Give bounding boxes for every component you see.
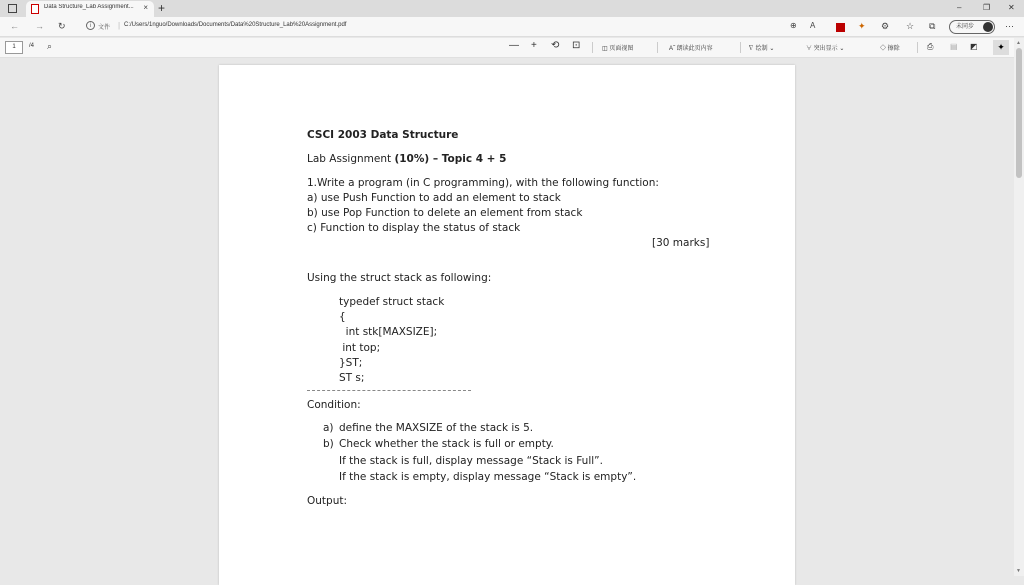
read-mode-icon[interactable]: A: [810, 21, 816, 30]
back-icon[interactable]: ←: [10, 21, 19, 31]
favorites-icon[interactable]: ☆: [906, 21, 915, 31]
save-icon[interactable]: ▤: [950, 42, 958, 51]
code-line: }ST;: [339, 357, 363, 369]
pin-toolbar-icon[interactable]: ✦: [993, 40, 1009, 55]
code-line: ST s;: [339, 372, 365, 384]
tab-bar: [0, 0, 1024, 17]
scroll-down-icon[interactable]: ▼: [1016, 568, 1021, 574]
extension-icon[interactable]: ✦: [858, 21, 866, 31]
tab-active[interactable]: [26, 1, 154, 17]
condition-b-label: b): [323, 438, 334, 450]
avatar: [983, 22, 993, 32]
doc-title: CSCI 2003 Data Structure: [307, 129, 459, 141]
question-1a: a) use Push Function to add an element to stack: [307, 192, 561, 204]
highlight-label: 突出显示: [813, 46, 838, 52]
read-aloud-label: 朗读此页内容: [676, 46, 713, 52]
draw-label: 绘制: [755, 46, 768, 52]
tab-close-button[interactable]: ×: [143, 3, 148, 12]
extension-red-icon[interactable]: [836, 23, 845, 32]
erase-label: 擦除: [887, 46, 900, 52]
window-menu-icon[interactable]: [8, 4, 17, 13]
condition-heading: Condition:: [307, 399, 361, 411]
draw-button[interactable]: ∇ 绘制 ⌄: [748, 46, 775, 52]
scheme-label: 文件: [98, 25, 111, 31]
marks: [30 marks]: [652, 237, 710, 249]
more-icon[interactable]: ⋯: [1005, 21, 1014, 31]
print-icon[interactable]: ⎙: [927, 42, 934, 51]
struct-intro: Using the struct stack as following:: [307, 272, 492, 284]
search-icon[interactable]: ⌕: [47, 41, 53, 51]
scrollbar-thumb[interactable]: [1016, 48, 1022, 178]
doc-subtitle: Lab Assignment (10%) – Topic 4 + 5: [307, 153, 507, 165]
scrollbar[interactable]: [1014, 38, 1024, 576]
close-window-button[interactable]: ✕: [1008, 3, 1015, 12]
info-icon[interactable]: i: [86, 21, 95, 30]
divider: |: [118, 21, 121, 30]
zoom-in-button[interactable]: +: [531, 40, 537, 51]
extension-puzzle-icon[interactable]: ⚙: [881, 21, 890, 31]
question-1c: c) Function to display the status of stack: [307, 222, 521, 234]
code-line: int stk[MAXSIZE];: [339, 326, 438, 338]
minimize-button[interactable]: –: [957, 3, 962, 12]
page-view-label: 页面视图: [609, 46, 634, 52]
pdf-toolbar: [0, 38, 1024, 58]
restore-button[interactable]: ❐: [983, 3, 991, 12]
read-aloud-button[interactable]: [669, 43, 713, 52]
zoom-out-button[interactable]: —: [509, 40, 519, 51]
profile-button[interactable]: [949, 20, 995, 34]
condition-a-label: a): [323, 422, 334, 434]
profile-label: 未同步: [956, 24, 975, 30]
pdf-icon: [31, 4, 39, 14]
output-heading: Output:: [307, 495, 348, 507]
pdf-page: [219, 65, 795, 585]
code-line: int top;: [339, 342, 381, 354]
dashed-divider: [307, 390, 471, 391]
page-view-icon: ◫: [602, 46, 610, 52]
page-number-input[interactable]: 1: [5, 41, 23, 54]
address-bar-row: [0, 17, 1024, 37]
new-tab-button[interactable]: +: [158, 1, 166, 15]
scroll-up-icon[interactable]: ▲: [1016, 40, 1021, 46]
draw-icon: ∇: [748, 46, 756, 52]
save-as-icon[interactable]: ◩: [970, 42, 978, 51]
highlight-button[interactable]: ∀ 突出显示 ⌄: [806, 46, 845, 52]
fit-page-icon[interactable]: ⊡: [572, 40, 581, 51]
url-text[interactable]: C:/Users/1nguo/Downloads/Documents/Data%20Structure_Lab%20Assignment.pdf: [124, 22, 347, 28]
eraser-icon: ◇: [880, 46, 888, 52]
address-field[interactable]: [80, 20, 810, 34]
condition-b-full: If the stack is full, display message “Stack is Full”.: [339, 455, 603, 467]
condition-b: Check whether the stack is full or empty.: [339, 438, 554, 450]
question-1b: b) use Pop Function to delete an element from stack: [307, 207, 583, 219]
code-line: {: [339, 311, 346, 323]
page-view-button[interactable]: [602, 43, 633, 52]
rotate-icon[interactable]: ⟲: [551, 40, 560, 51]
code-line: typedef struct stack: [339, 296, 445, 308]
collections-icon[interactable]: ⧉: [929, 21, 936, 31]
read-aloud-icon: A˝: [669, 46, 677, 52]
zoom-icon[interactable]: ⊕: [790, 21, 797, 30]
condition-a: define the MAXSIZE of the stack is 5.: [339, 422, 534, 434]
question-1: 1.Write a program (in C programming), with the following function:: [307, 177, 659, 189]
condition-b-empty: If the stack is empty, display message “Stack is empty”.: [339, 471, 637, 483]
highlight-icon: ∀: [806, 46, 814, 52]
forward-icon[interactable]: →: [35, 21, 44, 31]
erase-button[interactable]: [880, 43, 900, 52]
refresh-icon[interactable]: ↻: [58, 21, 66, 31]
page-total: /4: [29, 43, 35, 49]
tab-title: Data Structure_Lab Assignment...: [44, 4, 134, 10]
